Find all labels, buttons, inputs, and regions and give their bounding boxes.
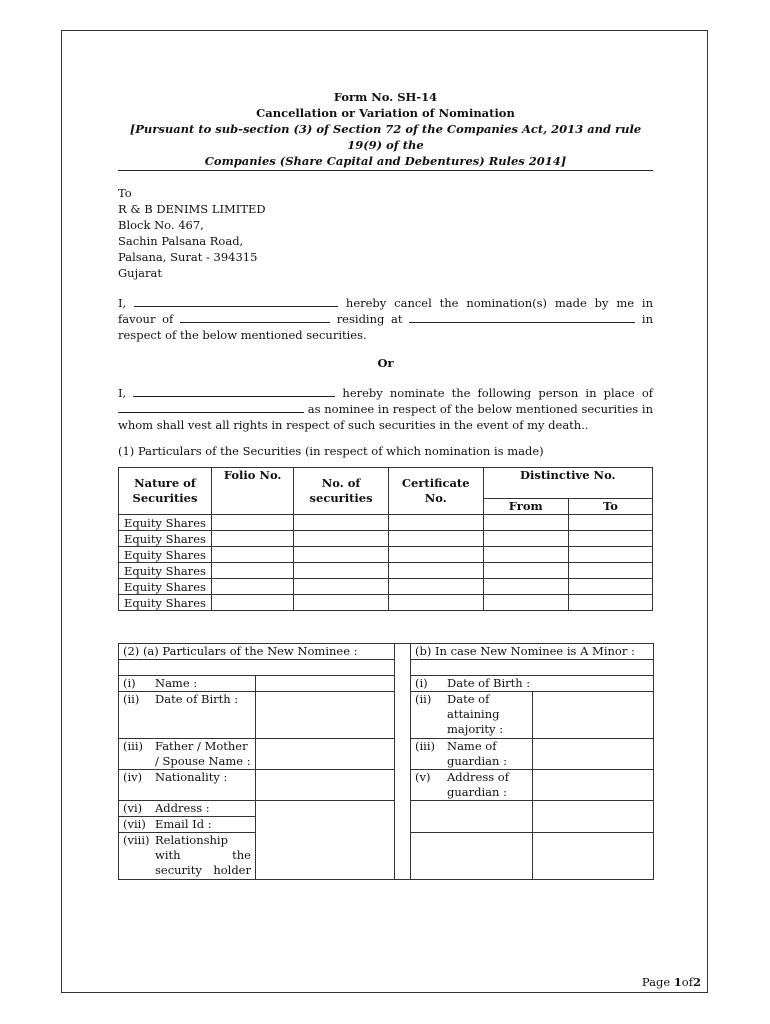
address-line-3: Palsana, Surat - 394315 bbox=[118, 250, 258, 264]
table-row bbox=[119, 563, 653, 579]
form-title: Cancellation or Variation of Nomination bbox=[256, 106, 515, 120]
nominate-name-blank[interactable] bbox=[133, 386, 335, 397]
item-number: (iv) bbox=[123, 770, 143, 784]
cancel-text-3: in respect of bbox=[118, 312, 654, 342]
nominee-relationship-label bbox=[119, 833, 256, 880]
minor-empty-cell bbox=[411, 833, 533, 880]
blank-row bbox=[411, 660, 654, 676]
address-to: To bbox=[118, 186, 132, 200]
page-word: Page bbox=[641, 975, 671, 989]
minor-empty-cell bbox=[533, 833, 654, 880]
nominate-previous-blank[interactable] bbox=[118, 402, 304, 413]
cancel-residence-blank[interactable] bbox=[409, 312, 635, 323]
form-header bbox=[118, 89, 653, 169]
company-address bbox=[118, 185, 653, 281]
from-cell[interactable] bbox=[483, 563, 568, 579]
item-number: (viii) bbox=[123, 833, 150, 847]
nominee-parent-field[interactable] bbox=[256, 739, 395, 770]
item-label: Date of Birth : bbox=[155, 692, 239, 706]
to-cell[interactable] bbox=[568, 579, 652, 595]
item-number: (iii) bbox=[123, 739, 144, 753]
to-cell[interactable] bbox=[568, 563, 652, 579]
from-cell[interactable] bbox=[483, 515, 568, 531]
guardian-address-field[interactable] bbox=[533, 770, 654, 801]
nominee-table bbox=[118, 643, 654, 880]
count-cell[interactable] bbox=[294, 579, 389, 595]
spacer-column bbox=[395, 644, 411, 880]
securities-heading: (1) Particulars of the Securities (in respect of which nomination is made) bbox=[118, 444, 544, 458]
pursuant-line-2: Companies (Share Capital and Debentures) Rules 2014] bbox=[204, 154, 567, 168]
nominee-dob-field[interactable] bbox=[256, 692, 395, 739]
company-name: R & B DENIMS LIMITED bbox=[118, 202, 266, 216]
item-label: Father / Mother / Spouse Name : bbox=[155, 739, 251, 768]
item-number: (ii) bbox=[123, 692, 140, 706]
certificate-cell[interactable] bbox=[388, 515, 483, 531]
nominee-parent-label bbox=[119, 739, 256, 770]
minor-heading: (b) In case New Nominee is A Minor : bbox=[411, 644, 654, 660]
page-total: 2 bbox=[692, 975, 701, 989]
cancel-name-blank[interactable] bbox=[134, 296, 338, 307]
nominee-address-field[interactable] bbox=[256, 801, 395, 880]
from-cell[interactable] bbox=[483, 579, 568, 595]
nominee-email-label bbox=[119, 817, 256, 833]
header-certificate: Certificate No. bbox=[388, 468, 483, 515]
from-cell[interactable] bbox=[483, 595, 568, 611]
security-type: Equity Shares bbox=[119, 531, 212, 547]
header-distinctive: Distinctive No. bbox=[483, 468, 652, 499]
table-row bbox=[119, 515, 653, 531]
item-number: (ii) bbox=[415, 692, 432, 706]
nominee-dob-label bbox=[119, 692, 256, 739]
minor-dob-label bbox=[411, 676, 654, 692]
item-label: Name : bbox=[155, 676, 198, 690]
address-line-1: Block No. 467, bbox=[118, 218, 204, 232]
folio-cell[interactable] bbox=[211, 531, 293, 547]
nominee-address-label bbox=[119, 801, 256, 817]
nominate-i: I, bbox=[118, 386, 127, 400]
item-number: (i) bbox=[415, 676, 428, 690]
header-rule bbox=[118, 170, 653, 171]
certificate-cell[interactable] bbox=[388, 579, 483, 595]
securities-table bbox=[118, 467, 653, 611]
nominate-text-3: whom shall vest all rights in respect of such securities in the event of my death.. bbox=[118, 418, 589, 432]
certificate-cell[interactable] bbox=[388, 547, 483, 563]
header-count: No. of securities bbox=[294, 468, 389, 515]
to-cell[interactable] bbox=[568, 515, 652, 531]
minor-majority-field[interactable] bbox=[533, 692, 654, 739]
item-number: (v) bbox=[415, 770, 431, 784]
certificate-cell[interactable] bbox=[388, 595, 483, 611]
folio-cell[interactable] bbox=[211, 579, 293, 595]
item-label: Name of guardian : bbox=[447, 739, 507, 768]
blank-row bbox=[119, 660, 395, 676]
count-cell[interactable] bbox=[294, 515, 389, 531]
table-row bbox=[119, 595, 653, 611]
table-row bbox=[119, 531, 653, 547]
count-cell[interactable] bbox=[294, 563, 389, 579]
minor-majority-label bbox=[411, 692, 533, 739]
to-cell[interactable] bbox=[568, 595, 652, 611]
nominee-nationality-field[interactable] bbox=[256, 770, 395, 801]
header-folio: Folio No. bbox=[211, 468, 293, 515]
minor-empty-cell bbox=[411, 801, 533, 833]
cancel-text-2: residing at bbox=[336, 312, 403, 326]
cancel-text-4: the below mentioned securities. bbox=[179, 328, 367, 342]
item-label: Nationality : bbox=[155, 770, 228, 784]
cancel-text-1: hereby cancel the nomination(s) made by me in favour of bbox=[118, 296, 654, 326]
nominate-paragraph bbox=[118, 385, 653, 433]
guardian-address-label bbox=[411, 770, 533, 801]
folio-cell[interactable] bbox=[211, 515, 293, 531]
new-nominee-heading: (2) (a) Particulars of the New Nominee : bbox=[119, 644, 395, 660]
nominee-name-label bbox=[119, 676, 256, 692]
cancel-i: I, bbox=[118, 296, 127, 310]
item-label: Email Id : bbox=[155, 817, 212, 831]
item-label: Relationship with the security holder bbox=[155, 833, 251, 877]
to-cell[interactable] bbox=[568, 547, 652, 563]
table-row bbox=[119, 579, 653, 595]
pursuant-line-1: [Pursuant to sub-section (3) of Section 72 of the Companies Act, 2013 and rule 19(9) of the bbox=[129, 122, 642, 152]
header-to: To bbox=[568, 499, 652, 515]
cancel-nominee-blank[interactable] bbox=[180, 312, 330, 323]
item-label: Date of attaining majority : bbox=[447, 692, 504, 736]
to-cell[interactable] bbox=[568, 531, 652, 547]
folio-cell[interactable] bbox=[211, 595, 293, 611]
count-cell[interactable] bbox=[294, 595, 389, 611]
item-number: (vi) bbox=[123, 801, 143, 815]
form-content bbox=[118, 89, 653, 880]
securities-rows bbox=[119, 515, 653, 611]
header-nature: Nature of Securities bbox=[119, 468, 212, 515]
security-type: Equity Shares bbox=[119, 595, 212, 611]
cancel-paragraph bbox=[118, 295, 653, 343]
guardian-name-field[interactable] bbox=[533, 739, 654, 770]
form-page bbox=[61, 30, 708, 993]
or-separator: Or bbox=[377, 356, 394, 370]
minor-empty-cell bbox=[533, 801, 654, 833]
certificate-cell[interactable] bbox=[388, 531, 483, 547]
form-number: Form No. SH-14 bbox=[333, 90, 438, 104]
item-label: Address of guardian : bbox=[447, 770, 509, 799]
item-number: (i) bbox=[123, 676, 136, 690]
item-number: (iii) bbox=[415, 739, 436, 753]
nominee-name-field[interactable] bbox=[256, 676, 395, 692]
certificate-cell[interactable] bbox=[388, 563, 483, 579]
header-from: From bbox=[483, 499, 568, 515]
count-cell[interactable] bbox=[294, 531, 389, 547]
count-cell[interactable] bbox=[294, 547, 389, 563]
folio-cell[interactable] bbox=[211, 563, 293, 579]
security-type: Equity Shares bbox=[119, 547, 212, 563]
table-row bbox=[119, 547, 653, 563]
security-type: Equity Shares bbox=[119, 563, 212, 579]
nominate-text-2: as nominee in respect of the below mentioned securities in bbox=[307, 402, 654, 416]
from-cell[interactable] bbox=[483, 531, 568, 547]
guardian-name-label bbox=[411, 739, 533, 770]
address-line-2: Sachin Palsana Road, bbox=[118, 234, 244, 248]
folio-cell[interactable] bbox=[211, 547, 293, 563]
item-label: Date of Birth : bbox=[447, 676, 531, 690]
nominate-text-1: hereby nominate the following person in place of bbox=[342, 386, 654, 400]
address-state: Gujarat bbox=[118, 266, 162, 280]
security-type: Equity Shares bbox=[119, 579, 212, 595]
item-label: Address : bbox=[155, 801, 210, 815]
page-of: of bbox=[681, 975, 693, 989]
item-number: (vii) bbox=[123, 817, 146, 831]
nominee-nationality-label bbox=[119, 770, 256, 801]
page-footer bbox=[642, 975, 701, 989]
from-cell[interactable] bbox=[483, 547, 568, 563]
security-type: Equity Shares bbox=[119, 515, 212, 531]
page-current: 1 bbox=[673, 975, 682, 989]
